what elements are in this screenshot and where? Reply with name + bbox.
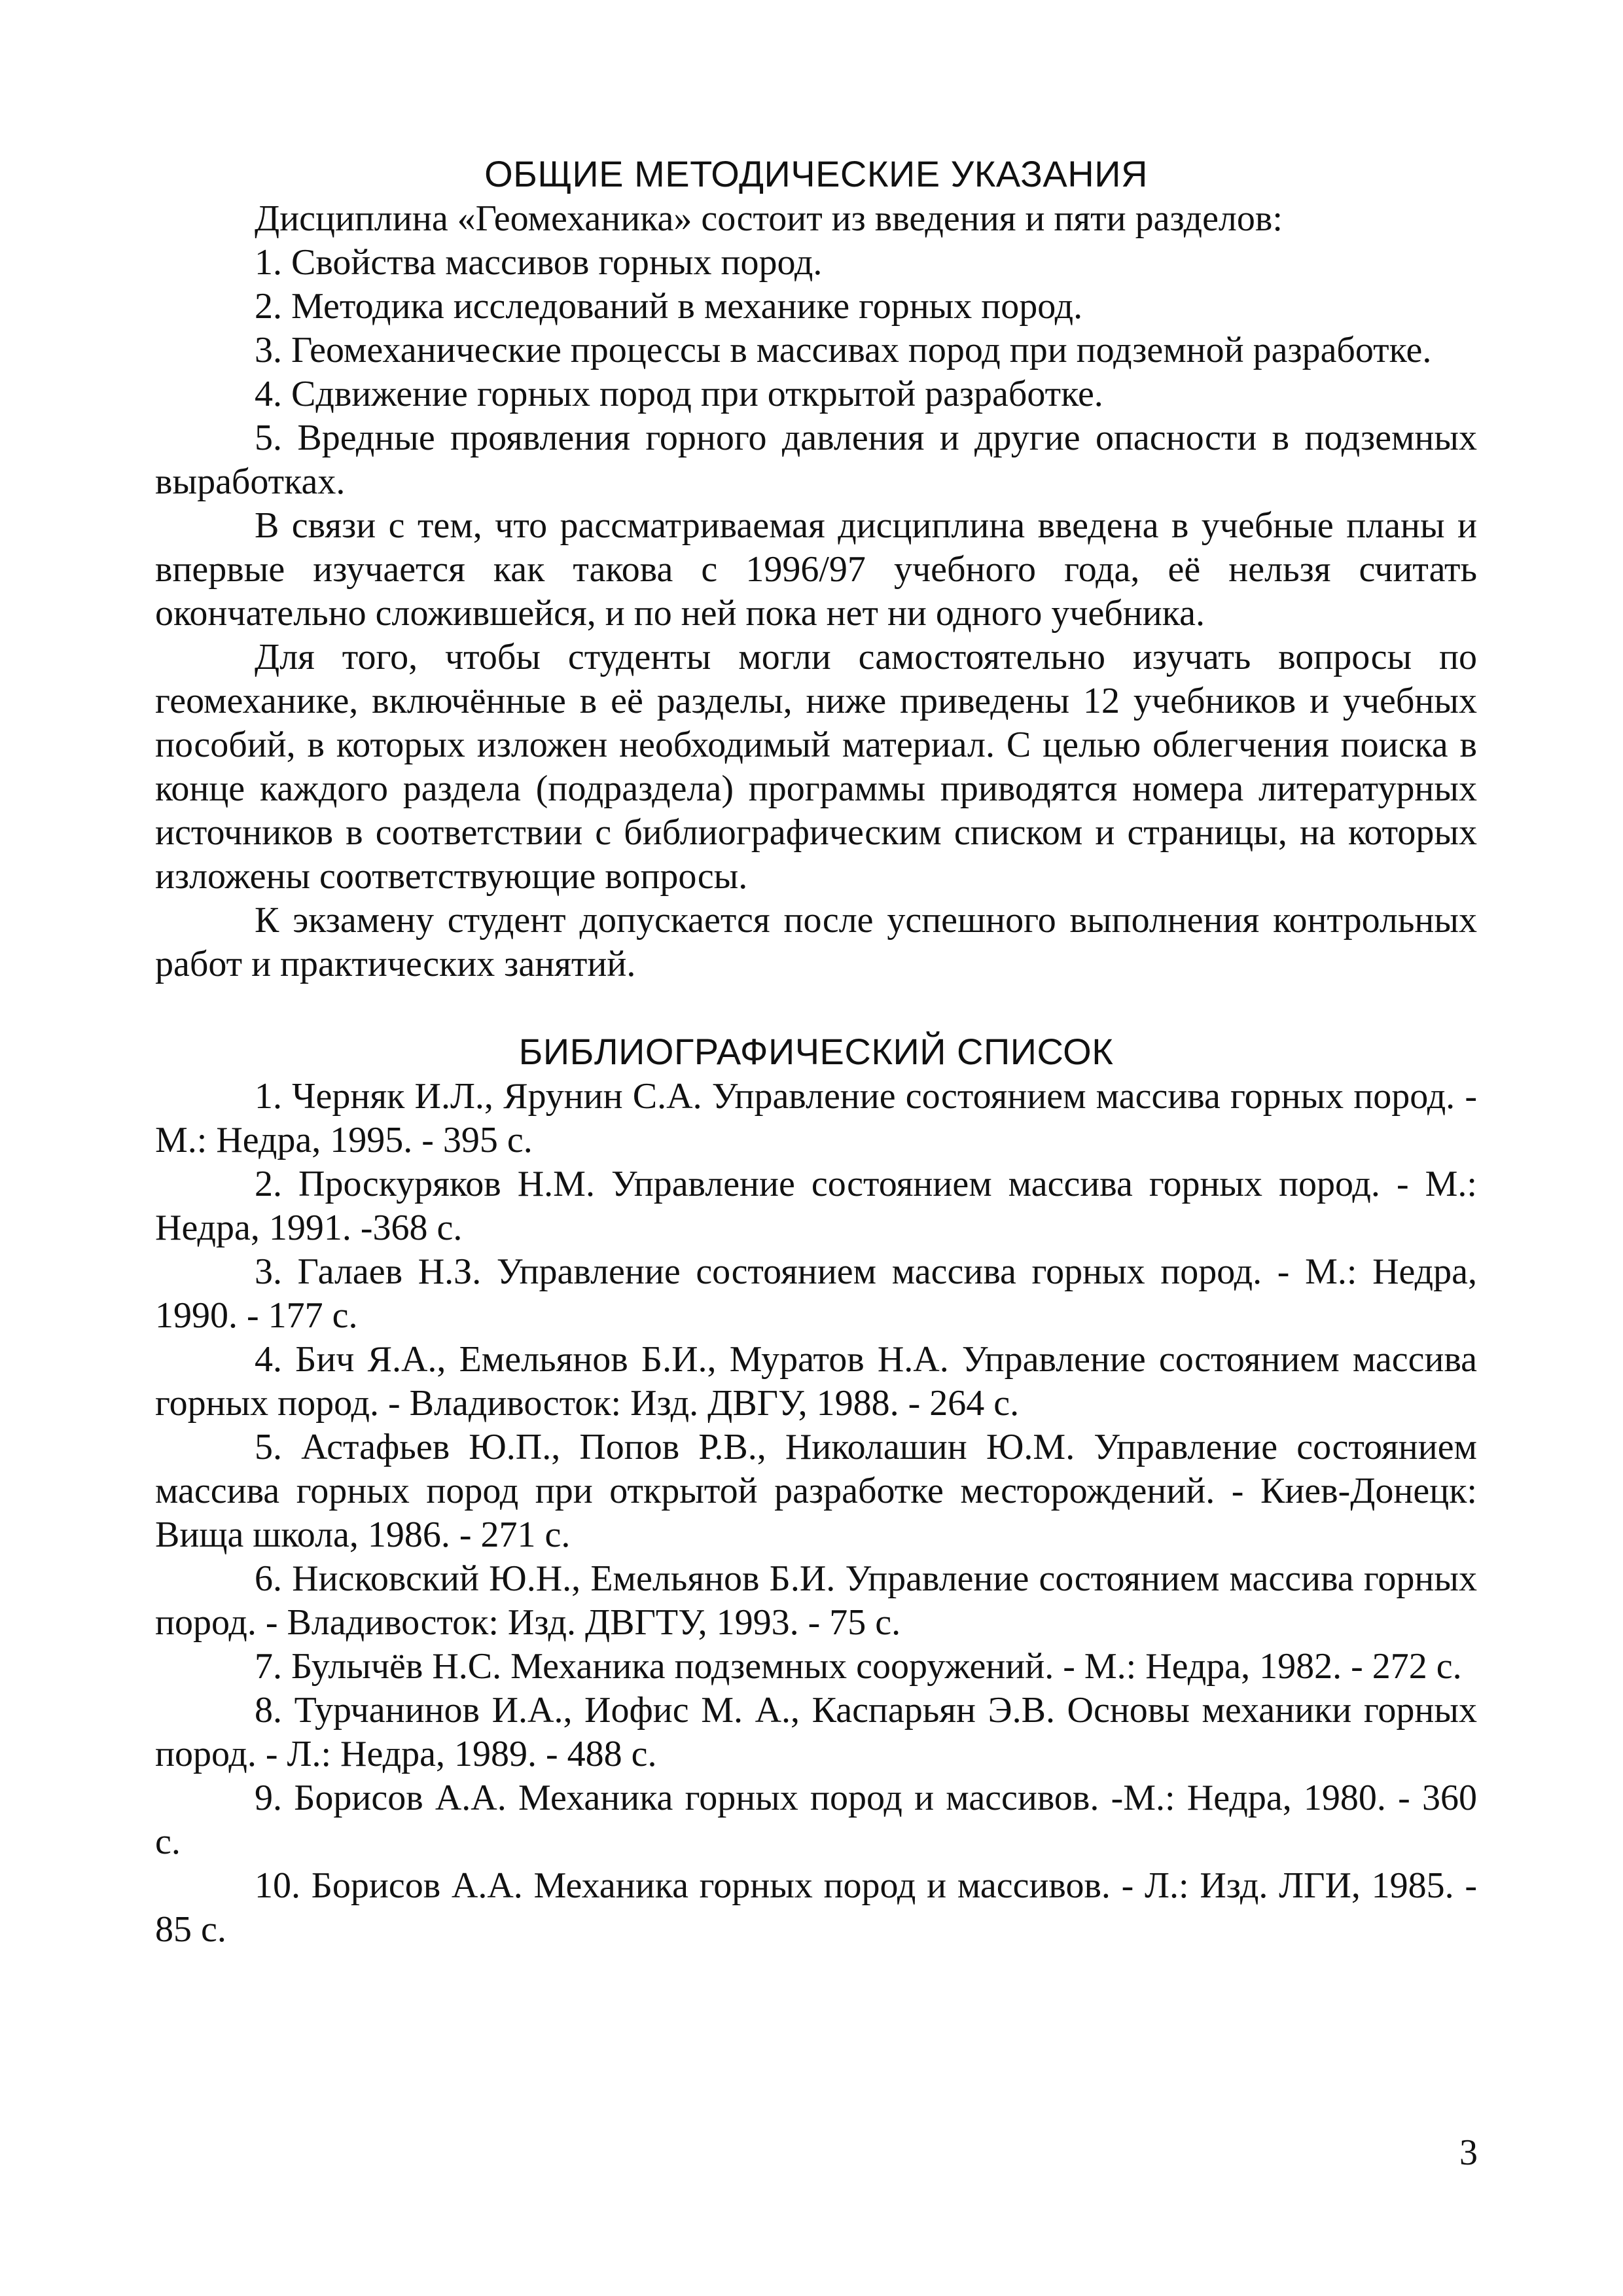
bibliography-item: 9. Борисов А.А. Механика горных пород и массивов. -М.: Недра, 1980. - 360 с. bbox=[155, 1778, 1477, 1862]
bibliography-item: 5. Астафьев Ю.П., Попов Р.В., Николашин Ю.М. Управление состоянием массива горных пород при открытой разработке месторождений. - Киев-Донецк: Вища школа, 1986. - 271 с. bbox=[155, 1427, 1477, 1555]
section-item: 3. Геомеханические процессы в массивах пород при подземной разработке. bbox=[255, 330, 1432, 370]
intro-line: Дисциплина «Геомеханика» состоит из введения и пяти разделов: bbox=[255, 198, 1283, 239]
section-item: 4. Сдвижение горных пород при открытой разработке. bbox=[255, 374, 1103, 414]
bibliography-heading: БИБЛИОГРАФИЧЕСКИЙ СПИСОК bbox=[518, 1031, 1114, 1072]
paragraph: В связи с тем, что рассматриваемая дисциплина введена в учебные планы и впервые изучается как такова с 1996/97 учебного года, её нельзя считать окончательно сложившейся, и по ней пока нет ни одного учебника. bbox=[155, 505, 1477, 634]
bibliography-item: 4. Бич Я.А., Емельянов Б.И., Муратов Н.А. Управление состоянием массива горных пород. - Владивосток: Изд. ДВГУ, 1988. - 264 с. bbox=[155, 1339, 1477, 1424]
general-guidelines-heading: ОБЩИЕ МЕТОДИЧЕСКИЕ УКАЗАНИЯ bbox=[484, 153, 1148, 194]
paragraph: К экзамену студент допускается после успешного выполнения контрольных работ и практических занятий. bbox=[155, 900, 1477, 984]
section-item: 1. Свойства массивов горных пород. bbox=[255, 242, 823, 283]
bibliography-item: 10. Борисов А.А. Механика горных пород и массивов. - Л.: Изд. ЛГИ, 1985. - 85 с. bbox=[155, 1865, 1477, 1950]
bibliography-item: 1. Черняк И.Л., Ярунин С.А. Управление состоянием массива горных пород. - М.: Недра, 1995. - 395 с. bbox=[155, 1076, 1477, 1160]
bibliography-item: 3. Галаев Н.З. Управление состоянием массива горных пород. - М.: Недра, 1990. - 177 с. bbox=[155, 1251, 1477, 1336]
bibliography-item: 2. Проскуряков Н.М. Управление состоянием массива горных пород. - М.: Недра, 1991. -368 с. bbox=[155, 1164, 1477, 1248]
text-column bbox=[155, 152, 1477, 1952]
section-item: 2. Методика исследований в механике горных пород. bbox=[255, 286, 1083, 327]
paragraph: Для того, чтобы студенты могли самостоятельно изучать вопросы по геомеханике, включённые в её разделы, ниже приведены 12 учебников и учебных пособий, в которых изложен необходимый материал. С целью облегчения поиска в конце каждого раздела (подраздела) программы приводятся номера литературных источников в соответствии с библиографическим списком и страницы, на которых изложены соответствующие вопросы. bbox=[155, 637, 1477, 897]
bibliography-item: 6. Нисковский Ю.Н., Емельянов Б.И. Управление состоянием массива горных пород. - Владивосток: Изд. ДВГТУ, 1993. - 75 с. bbox=[155, 1558, 1477, 1643]
section-item: 5. Вредные проявления горного давления и другие опасности в подземных выработках. bbox=[155, 418, 1477, 502]
page-number: 3 bbox=[1459, 2132, 1478, 2173]
bibliography-item: 7. Булычёв Н.С. Механика подземных сооружений. - М.: Недра, 1982. - 272 с. bbox=[255, 1646, 1462, 1687]
bibliography-item: 8. Турчанинов И.А., Иофис М. А., Каспарьян Э.В. Основы механики горных пород. - Л.: Недра, 1989. - 488 с. bbox=[155, 1690, 1477, 1774]
